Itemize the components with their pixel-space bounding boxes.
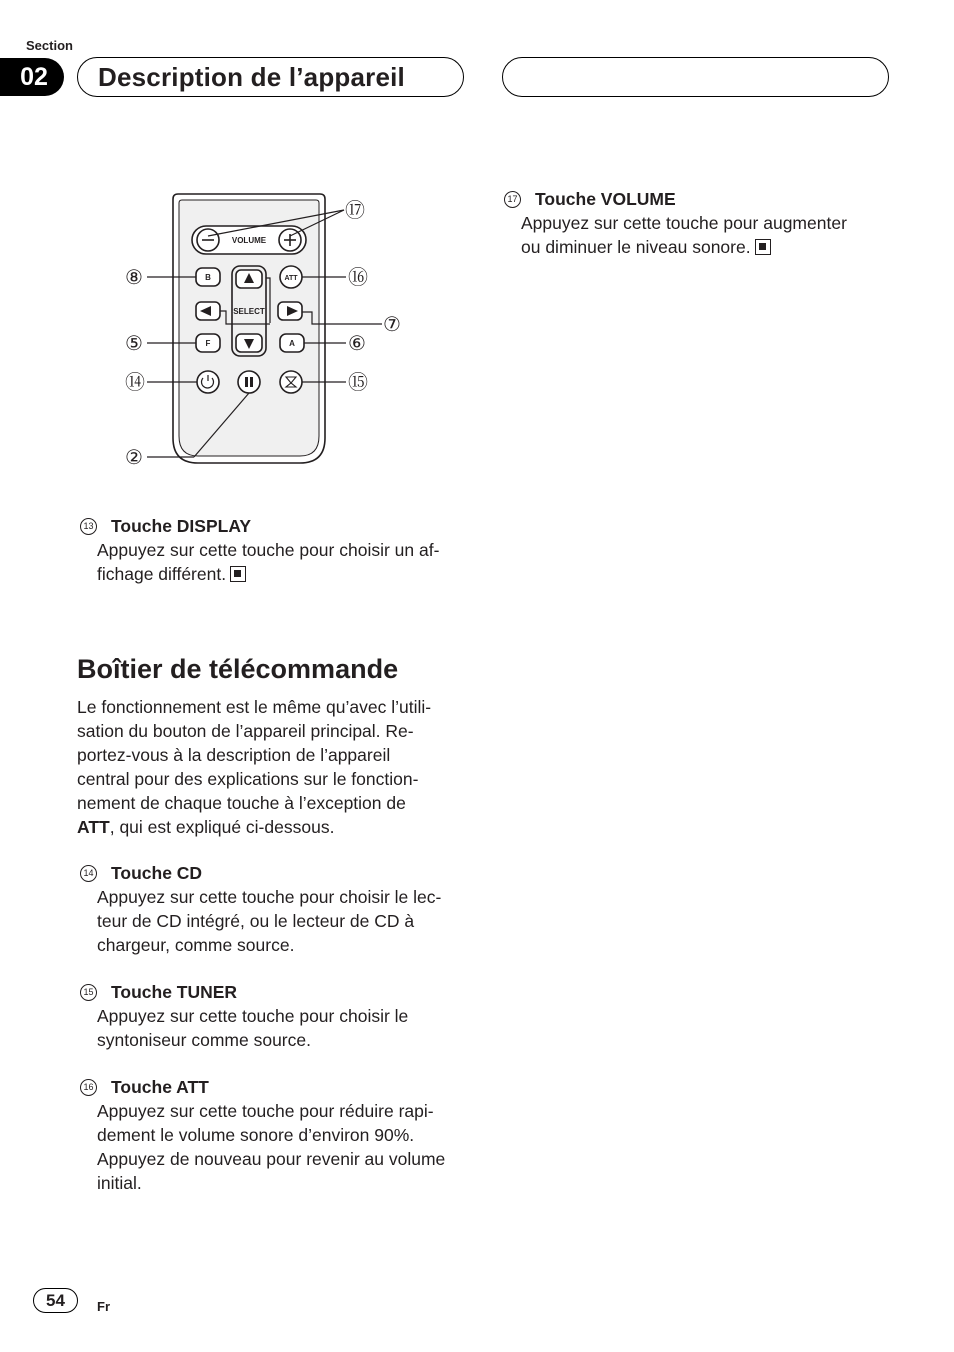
para-line-last xyxy=(77,815,472,839)
para-line-rest: , qui est expliqué ci-dessous. xyxy=(109,817,335,837)
remote-label-select: SELECT xyxy=(233,307,265,316)
item-line: Appuyez sur cette touche pour choisir le lec- xyxy=(97,887,442,907)
remote-label-a: A xyxy=(289,339,295,348)
para-line: sation du bouton de l’appareil principal. Re- xyxy=(77,721,414,741)
item-number: 16 xyxy=(80,1079,97,1096)
tuner-button xyxy=(280,371,302,393)
callout-14: ⑭ xyxy=(125,370,145,394)
end-mark-icon xyxy=(230,566,246,582)
item-volume xyxy=(502,187,902,259)
page-title: Description de l’appareil xyxy=(77,57,464,97)
callout-2: ② xyxy=(125,445,143,468)
bold-att: ATT xyxy=(77,817,110,837)
item-line: fichage différent. xyxy=(97,564,227,584)
item-line: syntoniseur comme source. xyxy=(97,1030,311,1050)
item-number: 17 xyxy=(504,191,521,208)
empty-header-pill xyxy=(502,57,889,97)
para-line: nement de chaque touche à l’exception de xyxy=(77,793,406,813)
item-line: ou diminuer le niveau sonore. xyxy=(521,237,751,257)
item-number: 14 xyxy=(80,865,97,882)
item-line: Appuyez sur cette touche pour réduire rapi- xyxy=(97,1101,434,1121)
callout-8: ⑧ xyxy=(125,265,143,289)
item-line: Appuyez sur cette touche pour choisir le xyxy=(97,1006,409,1026)
source-button xyxy=(197,371,219,393)
section-label: Section xyxy=(26,38,73,53)
item-number: 15 xyxy=(80,984,97,1001)
language-code: Fr xyxy=(97,1299,110,1314)
pause-button xyxy=(238,371,260,393)
para-line: portez-vous à la description de l’appareil xyxy=(77,745,391,765)
section-number-badge: 02 xyxy=(0,58,64,96)
pause-bar-right xyxy=(250,377,253,387)
end-mark-icon xyxy=(755,239,771,255)
callout-5: ⑤ xyxy=(125,331,143,355)
remote-label-att: ATT xyxy=(284,275,298,282)
item-line: Appuyez de nouveau pour revenir au volume xyxy=(97,1149,446,1169)
page-number: 54 xyxy=(33,1288,78,1313)
item-title: Touche VOLUME xyxy=(535,189,676,209)
para-line: central pour des explications sur le fonction- xyxy=(77,769,419,789)
section-heading: Boîtier de télécommande xyxy=(77,654,399,684)
remote-label-volume: VOLUME xyxy=(231,236,267,245)
remote-label-f: F xyxy=(205,339,211,348)
item-tuner xyxy=(78,980,473,1052)
intro-paragraph xyxy=(77,695,472,839)
item-att xyxy=(78,1075,473,1195)
item-title: Touche TUNER xyxy=(111,982,238,1002)
item-cd xyxy=(78,861,473,957)
item-line: Appuyez sur cette touche pour augmenter xyxy=(521,213,847,233)
remote-label-b: B xyxy=(205,273,211,282)
item-number: 13 xyxy=(80,518,97,535)
remote-control-illustration xyxy=(120,188,410,468)
para-line: Le fonctionnement est le même qu’avec l’utili- xyxy=(77,697,432,717)
callout-7: ⑦ xyxy=(383,312,401,336)
item-line: initial. xyxy=(97,1173,142,1193)
item-title: Touche DISPLAY xyxy=(111,516,252,536)
item-title: Touche ATT xyxy=(111,1077,209,1097)
item-line: teur de CD intégré, ou le lecteur de CD à xyxy=(97,911,415,931)
item-display xyxy=(78,514,473,586)
item-line: dement le volume sonore d’environ 90%. xyxy=(97,1125,415,1145)
callout-17: ⑰ xyxy=(345,198,365,222)
item-line: chargeur, comme source. xyxy=(97,935,295,955)
callout-6: ⑥ xyxy=(348,331,366,355)
item-title: Touche CD xyxy=(111,863,203,883)
item-line: Appuyez sur cette touche pour choisir un af- xyxy=(97,540,440,560)
pause-bar-left xyxy=(245,377,248,387)
callout-16: ⑯ xyxy=(348,265,368,289)
callout-15: ⑮ xyxy=(348,370,368,394)
